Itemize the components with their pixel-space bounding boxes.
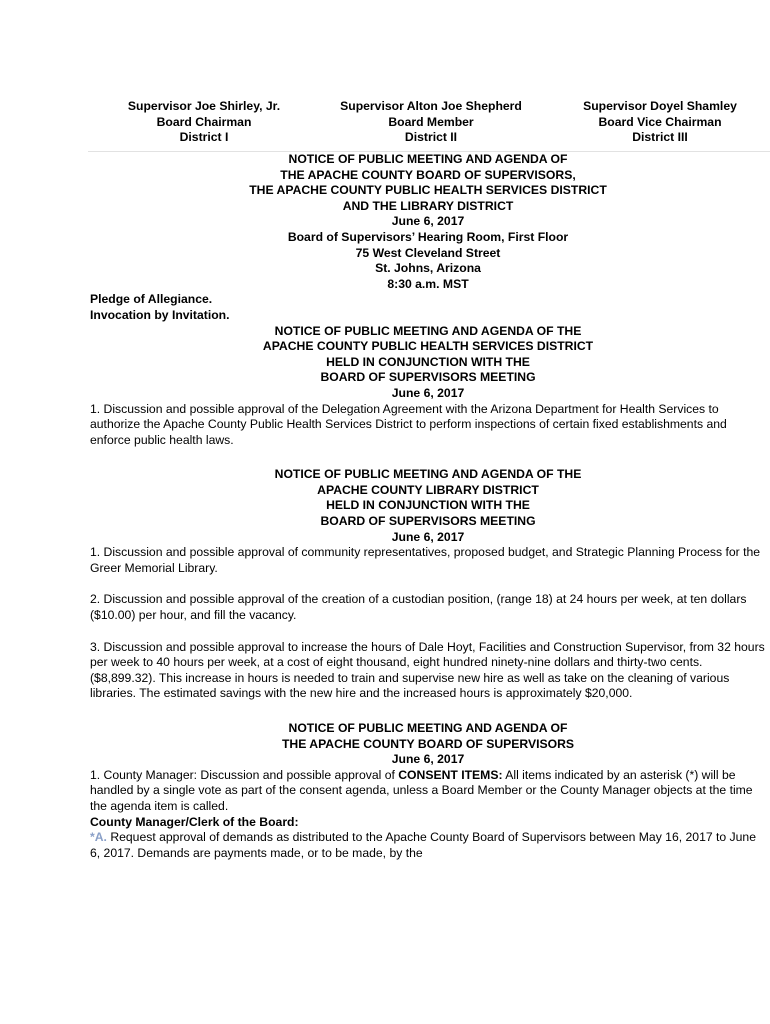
notice-line: HELD IN CONJUNCTION WITH THE <box>326 354 530 369</box>
notice-line: NOTICE OF PUBLIC MEETING AND AGENDA OF <box>288 721 568 735</box>
notice-line: THE APACHE COUNTY BOARD OF SUPERVISORS <box>281 736 575 751</box>
invocation-line: Invocation by Invitation. <box>90 307 230 322</box>
notice-line: AND THE LIBRARY DISTRICT <box>342 198 514 213</box>
supervisor-title: Board Chairman <box>156 114 252 129</box>
supervisor-district: District III <box>632 130 688 145</box>
health-agenda-item-1: 1. Discussion and possible approval of the Delegation Agreement with the Arizona Department for Health Services to authorize the Apache County Public Health Services District to perform inspections of certain fixed establishments and enforce public health laws. <box>90 401 727 447</box>
meeting-date: June 6, 2017 <box>391 214 465 229</box>
supervisor-block-district-1 <box>104 99 304 146</box>
consent-items-label: CONSENT ITEMS: <box>398 767 503 782</box>
board-agenda-item-1 <box>90 768 766 815</box>
meeting-street: 75 West Cleveland Street <box>355 245 501 260</box>
supervisor-title: Board Vice Chairman <box>598 114 722 129</box>
supervisor-name: Supervisor Doyel Shamley <box>583 99 737 113</box>
notice-line: BOARD OF SUPERVISORS MEETING <box>320 514 536 529</box>
section-heading: County Manager/Clerk of the Board: <box>90 814 299 829</box>
library-agenda-item-1: 1. Discussion and possible approval of community representatives, proposed budget, and Strategic Planning Process for the Greer Memorial Library. <box>90 545 761 575</box>
pledge-line: Pledge of Allegiance. <box>90 292 213 307</box>
supervisor-title: Board Member <box>388 114 474 129</box>
library-agenda-item-2: 2. Discussion and possible approval of the creation of a custodian position, (range 18) at 24 hours per week, at ten dollars ($10.00) per hour, and fill the vacancy. <box>90 592 747 623</box>
item-text: All items indicated by an asterisk (*) will be handled by a single vote as part of the consent agenda, unless a Board Member or the County Manager objects at the time the agenda item is called. <box>90 767 753 813</box>
meeting-city: St. Johns, Arizona <box>375 261 481 276</box>
notice-date: June 6, 2017 <box>391 385 465 400</box>
supervisor-district: District II <box>404 130 458 145</box>
supervisor-name: Supervisor Joe Shirley, Jr. <box>127 99 281 113</box>
notice-line: NOTICE OF PUBLIC MEETING AND AGENDA OF <box>288 152 568 166</box>
supervisor-district: District I <box>179 130 229 145</box>
notice-line: THE APACHE COUNTY BOARD OF SUPERVISORS, <box>280 167 576 182</box>
library-notice-heading <box>90 467 766 545</box>
notice-line: BOARD OF SUPERVISORS MEETING <box>320 370 536 385</box>
main-notice-heading <box>90 152 766 292</box>
consent-item-a <box>90 830 766 861</box>
notice-date: June 6, 2017 <box>391 529 465 544</box>
consent-marker: *A. <box>90 830 107 845</box>
library-agenda-item-3: 3. Discussion and possible approval to increase the hours of Dale Hoyt, Facilities and Construction Supervisor, from 32 hours per week to 40 hours per week, at a cost of eight thousand, eight hundred ninety-nine dollars and thirty-two cents. ($8,899.32). This increase in hours is needed to train and supervise new hire as well as take on the cleaning of various libraries. The estimated savings with the new hire and the increased hours is approximately $20,000. <box>90 639 765 701</box>
item-text: Request approval of demands as distributed to the Apache County Board of Supervisors between May 16, 2017 to June 6, 2017. Demands are payments made, or to be made, by the <box>90 830 756 860</box>
notice-line: APACHE COUNTY PUBLIC HEALTH SERVICES DISTRICT <box>262 339 594 354</box>
meeting-location: Board of Supervisors’ Hearing Room, First Floor <box>287 229 569 244</box>
health-notice-heading <box>90 324 766 402</box>
board-notice-heading <box>90 721 766 768</box>
notice-line: HELD IN CONJUNCTION WITH THE <box>326 498 530 513</box>
notice-line: THE APACHE COUNTY PUBLIC HEALTH SERVICES DISTRICT <box>249 183 607 198</box>
notice-line: NOTICE OF PUBLIC MEETING AND AGENDA OF THE <box>274 467 582 482</box>
notice-line: NOTICE OF PUBLIC MEETING AND AGENDA OF THE <box>274 323 582 338</box>
supervisor-block-district-2 <box>318 99 544 146</box>
agenda-body <box>90 152 766 861</box>
item-text: 1. County Manager: Discussion and possible approval of <box>90 767 399 782</box>
supervisor-name: Supervisor Alton Joe Shepherd <box>340 99 522 113</box>
notice-line: APACHE COUNTY LIBRARY DISTRICT <box>317 482 539 497</box>
notice-date: June 6, 2017 <box>391 752 465 767</box>
supervisor-block-district-3 <box>562 99 758 146</box>
meeting-time: 8:30 a.m. MST <box>387 276 469 291</box>
